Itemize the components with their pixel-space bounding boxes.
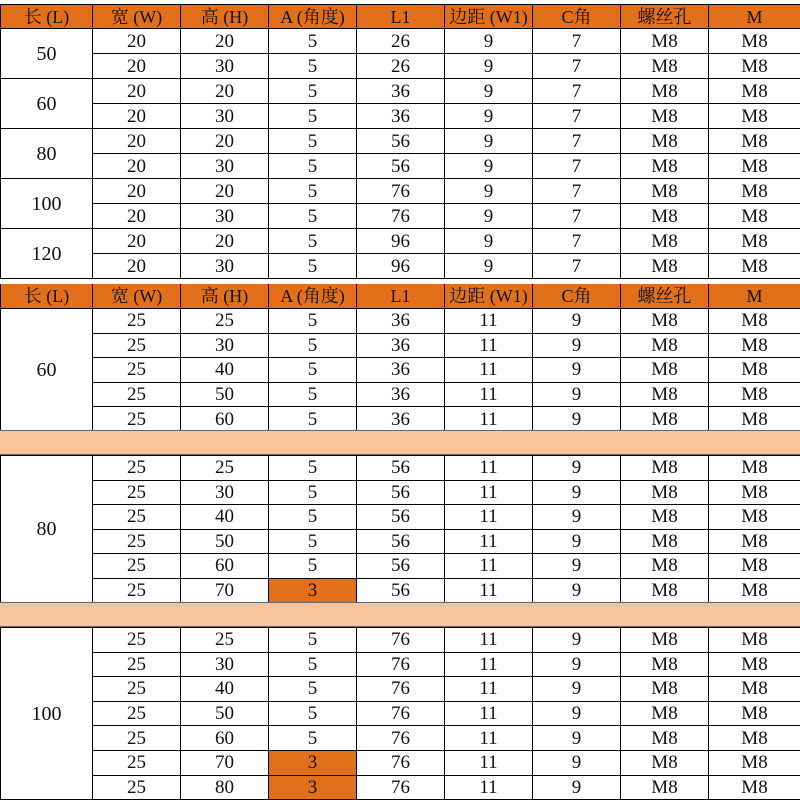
table-cell: 11 xyxy=(445,333,533,358)
table-cell: 11 xyxy=(445,358,533,383)
table-cell: M8 xyxy=(709,333,800,358)
table-cell: 11 xyxy=(445,726,533,751)
table-cell: 5 xyxy=(269,309,357,334)
table-cell: 7 xyxy=(533,254,621,279)
table-row xyxy=(1,529,800,554)
table-cell: M8 xyxy=(621,29,709,54)
table-cell: 11 xyxy=(445,652,533,677)
table-cell: 25 xyxy=(93,382,181,407)
column-header: 边距 (W1) xyxy=(445,284,533,309)
table-cell: 25 xyxy=(93,578,181,603)
table-cell: 5 xyxy=(269,701,357,726)
table-cell: 20 xyxy=(93,204,181,229)
table-cell: 36 xyxy=(357,407,445,432)
table-cell: 9 xyxy=(445,229,533,254)
table-cell: 7 xyxy=(533,54,621,79)
table-cell: 30 xyxy=(181,204,269,229)
table-cell: 5 xyxy=(269,480,357,505)
spec-table-section-0 xyxy=(0,4,800,279)
table-cell: 7 xyxy=(533,79,621,104)
spec-table-section-2 xyxy=(0,455,800,603)
header-row xyxy=(1,5,800,29)
table-cell: 30 xyxy=(181,254,269,279)
table-cell: 9 xyxy=(533,456,621,481)
table-cell: M8 xyxy=(621,726,709,751)
table-cell: M8 xyxy=(621,750,709,775)
spec-table xyxy=(0,4,800,279)
table-cell: 60 xyxy=(181,726,269,751)
table-cell: 56 xyxy=(357,554,445,579)
table-cell: 5 xyxy=(269,79,357,104)
table-row xyxy=(1,554,800,579)
table-cell: M8 xyxy=(709,456,800,481)
table-cell: 5 xyxy=(269,456,357,481)
length-cell: 80 xyxy=(1,456,93,603)
table-cell: M8 xyxy=(709,358,800,383)
table-cell: 11 xyxy=(445,480,533,505)
table-cell: M8 xyxy=(621,456,709,481)
column-header: 边距 (W1) xyxy=(445,5,533,29)
table-cell: 76 xyxy=(357,726,445,751)
spec-table xyxy=(0,283,800,432)
table-row xyxy=(1,677,800,702)
table-cell: 9 xyxy=(445,204,533,229)
table-cell: 40 xyxy=(181,358,269,383)
table-cell: 11 xyxy=(445,382,533,407)
table-cell: M8 xyxy=(709,677,800,702)
table-cell: M8 xyxy=(709,309,800,334)
column-header: L1 xyxy=(357,5,445,29)
spec-table-section-3 xyxy=(0,627,800,800)
table-cell: 30 xyxy=(181,54,269,79)
column-header: A (角度) xyxy=(269,284,357,309)
table-row xyxy=(1,701,800,726)
table-cell: 9 xyxy=(533,529,621,554)
table-cell: 7 xyxy=(533,29,621,54)
table-cell: 76 xyxy=(357,652,445,677)
table-cell: 76 xyxy=(357,204,445,229)
table-cell: 25 xyxy=(93,309,181,334)
table-cell: M8 xyxy=(709,29,800,54)
table-cell: 56 xyxy=(357,505,445,530)
table-cell: M8 xyxy=(621,529,709,554)
table-cell: 26 xyxy=(357,29,445,54)
table-cell: 20 xyxy=(181,179,269,204)
column-header: A (角度) xyxy=(269,5,357,29)
table-cell: 9 xyxy=(533,726,621,751)
table-cell: M8 xyxy=(621,358,709,383)
table-cell: M8 xyxy=(709,480,800,505)
column-header: 长 (L) xyxy=(1,5,93,29)
separator-band xyxy=(0,602,800,627)
table-cell: 9 xyxy=(533,358,621,383)
table-row xyxy=(1,505,800,530)
table-cell: 11 xyxy=(445,578,533,603)
table-cell: 26 xyxy=(357,54,445,79)
table-cell: 25 xyxy=(93,701,181,726)
highlighted-cell: 3 xyxy=(269,578,357,603)
table-cell: 9 xyxy=(445,104,533,129)
table-cell: 9 xyxy=(533,578,621,603)
table-row xyxy=(1,229,800,254)
table-cell: M8 xyxy=(621,204,709,229)
table-cell: 50 xyxy=(181,529,269,554)
table-cell: 5 xyxy=(269,179,357,204)
column-header: 高 (H) xyxy=(181,284,269,309)
table-cell: M8 xyxy=(709,104,800,129)
highlighted-cell: 3 xyxy=(269,750,357,775)
table-cell: 96 xyxy=(357,254,445,279)
column-header: M xyxy=(709,5,800,29)
table-cell: 25 xyxy=(93,333,181,358)
table-cell: 56 xyxy=(357,529,445,554)
table-cell: 30 xyxy=(181,104,269,129)
table-cell: M8 xyxy=(621,480,709,505)
length-cell: 100 xyxy=(1,179,93,229)
table-cell: 5 xyxy=(269,254,357,279)
table-cell: 5 xyxy=(269,129,357,154)
table-cell: 25 xyxy=(93,358,181,383)
table-cell: M8 xyxy=(621,79,709,104)
table-cell: 5 xyxy=(269,204,357,229)
table-cell: 36 xyxy=(357,79,445,104)
table-row xyxy=(1,578,800,603)
table-cell: 9 xyxy=(445,79,533,104)
table-cell: 20 xyxy=(181,229,269,254)
table-cell: 5 xyxy=(269,529,357,554)
table-cell: M8 xyxy=(709,750,800,775)
column-header: 螺丝孔 xyxy=(621,284,709,309)
table-row xyxy=(1,480,800,505)
table-row xyxy=(1,652,800,677)
table-cell: M8 xyxy=(621,701,709,726)
table-cell: M8 xyxy=(709,775,800,800)
table-cell: 25 xyxy=(93,628,181,653)
table-cell: M8 xyxy=(621,407,709,432)
table-cell: M8 xyxy=(621,129,709,154)
table-cell: M8 xyxy=(709,254,800,279)
table-row xyxy=(1,628,800,653)
table-cell: 7 xyxy=(533,179,621,204)
table-cell: M8 xyxy=(621,333,709,358)
table-cell: 76 xyxy=(357,677,445,702)
table-row xyxy=(1,204,800,229)
table-cell: M8 xyxy=(621,775,709,800)
table-cell: 5 xyxy=(269,554,357,579)
column-header: L1 xyxy=(357,284,445,309)
table-row xyxy=(1,382,800,407)
table-cell: M8 xyxy=(709,229,800,254)
table-cell: M8 xyxy=(709,554,800,579)
table-cell: 5 xyxy=(269,104,357,129)
table-cell: M8 xyxy=(621,554,709,579)
table-cell: M8 xyxy=(709,652,800,677)
table-cell: 7 xyxy=(533,104,621,129)
table-cell: 25 xyxy=(181,309,269,334)
table-cell: 7 xyxy=(533,129,621,154)
table-cell: 40 xyxy=(181,677,269,702)
table-cell: M8 xyxy=(709,701,800,726)
highlighted-cell: 3 xyxy=(269,775,357,800)
table-cell: 76 xyxy=(357,750,445,775)
length-cell: 50 xyxy=(1,29,93,79)
table-cell: 11 xyxy=(445,677,533,702)
table-cell: 11 xyxy=(445,407,533,432)
table-cell: M8 xyxy=(709,407,800,432)
table-cell: 56 xyxy=(357,154,445,179)
table-cell: 25 xyxy=(93,554,181,579)
table-cell: 11 xyxy=(445,505,533,530)
table-cell: 7 xyxy=(533,204,621,229)
table-cell: M8 xyxy=(709,529,800,554)
table-cell: 56 xyxy=(357,456,445,481)
table-cell: 11 xyxy=(445,750,533,775)
table-cell: 9 xyxy=(533,333,621,358)
table-cell: 25 xyxy=(93,456,181,481)
length-cell: 100 xyxy=(1,628,93,800)
table-cell: 5 xyxy=(269,358,357,383)
table-cell: 30 xyxy=(181,652,269,677)
table-cell: 36 xyxy=(357,104,445,129)
table-cell: 20 xyxy=(93,154,181,179)
table-cell: 20 xyxy=(181,129,269,154)
table-cell: 5 xyxy=(269,726,357,751)
table-cell: 20 xyxy=(93,254,181,279)
table-cell: 40 xyxy=(181,505,269,530)
table-cell: M8 xyxy=(709,382,800,407)
table-cell: 5 xyxy=(269,652,357,677)
table-row xyxy=(1,154,800,179)
table-row xyxy=(1,309,800,334)
table-cell: 9 xyxy=(533,628,621,653)
table-row xyxy=(1,750,800,775)
table-cell: M8 xyxy=(709,129,800,154)
table-cell: M8 xyxy=(709,154,800,179)
table-row xyxy=(1,179,800,204)
table-row xyxy=(1,333,800,358)
table-row xyxy=(1,726,800,751)
table-cell: 9 xyxy=(445,179,533,204)
table-cell: M8 xyxy=(621,578,709,603)
table-cell: 9 xyxy=(533,775,621,800)
table-row xyxy=(1,29,800,54)
table-cell: 25 xyxy=(181,456,269,481)
table-cell: M8 xyxy=(621,628,709,653)
table-cell: 5 xyxy=(269,229,357,254)
table-cell: 11 xyxy=(445,775,533,800)
table-cell: 5 xyxy=(269,382,357,407)
table-cell: 25 xyxy=(93,750,181,775)
table-cell: 25 xyxy=(93,775,181,800)
column-header: 宽 (W) xyxy=(93,284,181,309)
table-cell: M8 xyxy=(621,54,709,79)
spec-table xyxy=(0,627,800,800)
table-cell: 20 xyxy=(93,29,181,54)
table-cell: 60 xyxy=(181,407,269,432)
table-cell: 25 xyxy=(181,628,269,653)
table-cell: 60 xyxy=(181,554,269,579)
table-cell: M8 xyxy=(621,382,709,407)
table-cell: 9 xyxy=(533,750,621,775)
table-cell: 5 xyxy=(269,628,357,653)
table-cell: 36 xyxy=(357,309,445,334)
table-cell: 20 xyxy=(93,54,181,79)
table-cell: 20 xyxy=(93,179,181,204)
table-cell: M8 xyxy=(621,254,709,279)
table-cell: 9 xyxy=(533,652,621,677)
table-cell: 9 xyxy=(445,129,533,154)
table-cell: M8 xyxy=(621,104,709,129)
table-row xyxy=(1,54,800,79)
table-row xyxy=(1,104,800,129)
table-row xyxy=(1,129,800,154)
spec-table-section-1 xyxy=(0,283,800,432)
table-cell: 11 xyxy=(445,554,533,579)
table-cell: 36 xyxy=(357,382,445,407)
table-row xyxy=(1,775,800,800)
table-cell: 30 xyxy=(181,333,269,358)
table-cell: 36 xyxy=(357,333,445,358)
table-cell: 9 xyxy=(533,382,621,407)
table-cell: 25 xyxy=(93,652,181,677)
table-cell: 9 xyxy=(533,309,621,334)
length-cell: 120 xyxy=(1,229,93,279)
table-cell: 20 xyxy=(181,29,269,54)
table-cell: 5 xyxy=(269,677,357,702)
table-cell: M8 xyxy=(709,54,800,79)
column-header: C角 xyxy=(533,5,621,29)
table-cell: 9 xyxy=(533,480,621,505)
header-row xyxy=(1,284,800,309)
table-cell: 30 xyxy=(181,480,269,505)
table-cell: M8 xyxy=(709,578,800,603)
table-gap xyxy=(0,279,800,284)
table-cell: 7 xyxy=(533,229,621,254)
table-cell: M8 xyxy=(621,652,709,677)
length-cell: 60 xyxy=(1,309,93,432)
table-cell: M8 xyxy=(621,154,709,179)
table-cell: 50 xyxy=(181,701,269,726)
table-row xyxy=(1,254,800,279)
table-cell: M8 xyxy=(621,677,709,702)
table-cell: 56 xyxy=(357,480,445,505)
spec-table xyxy=(0,455,800,603)
length-cell: 60 xyxy=(1,79,93,129)
table-cell: 50 xyxy=(181,382,269,407)
table-cell: M8 xyxy=(709,204,800,229)
column-header: C角 xyxy=(533,284,621,309)
table-cell: M8 xyxy=(621,179,709,204)
table-cell: M8 xyxy=(709,79,800,104)
table-cell: 5 xyxy=(269,29,357,54)
table-cell: 25 xyxy=(93,726,181,751)
table-cell: 80 xyxy=(181,775,269,800)
table-cell: 5 xyxy=(269,407,357,432)
table-cell: 7 xyxy=(533,154,621,179)
table-cell: 5 xyxy=(269,505,357,530)
table-cell: 30 xyxy=(181,154,269,179)
table-cell: 25 xyxy=(93,677,181,702)
table-cell: 5 xyxy=(269,54,357,79)
table-cell: M8 xyxy=(709,179,800,204)
column-header: 螺丝孔 xyxy=(621,5,709,29)
table-cell: M8 xyxy=(709,726,800,751)
table-cell: 70 xyxy=(181,578,269,603)
table-cell: M8 xyxy=(621,229,709,254)
table-cell: 76 xyxy=(357,179,445,204)
table-cell: M8 xyxy=(621,505,709,530)
table-row xyxy=(1,358,800,383)
table-cell: 56 xyxy=(357,129,445,154)
table-cell: 76 xyxy=(357,775,445,800)
table-cell: 5 xyxy=(269,154,357,179)
table-cell: M8 xyxy=(709,628,800,653)
table-cell: 25 xyxy=(93,480,181,505)
table-cell: 9 xyxy=(445,254,533,279)
table-cell: 25 xyxy=(93,505,181,530)
table-cell: 11 xyxy=(445,309,533,334)
separator-band xyxy=(0,430,800,455)
table-cell: 5 xyxy=(269,333,357,358)
table-cell: M8 xyxy=(709,505,800,530)
column-header: M xyxy=(709,284,800,309)
table-cell: 20 xyxy=(93,79,181,104)
table-cell: 20 xyxy=(181,79,269,104)
column-header: 长 (L) xyxy=(1,284,93,309)
table-cell: 20 xyxy=(93,104,181,129)
table-cell: 56 xyxy=(357,578,445,603)
table-cell: 70 xyxy=(181,750,269,775)
table-cell: 96 xyxy=(357,229,445,254)
table-cell: 9 xyxy=(533,701,621,726)
table-cell: 11 xyxy=(445,456,533,481)
table-cell: 11 xyxy=(445,529,533,554)
table-cell: 76 xyxy=(357,628,445,653)
table-row xyxy=(1,456,800,481)
table-cell: 36 xyxy=(357,358,445,383)
table-cell: 9 xyxy=(533,554,621,579)
table-cell: 11 xyxy=(445,701,533,726)
table-cell: 9 xyxy=(445,29,533,54)
table-cell: 9 xyxy=(533,677,621,702)
table-cell: M8 xyxy=(621,309,709,334)
length-cell: 80 xyxy=(1,129,93,179)
table-cell: 25 xyxy=(93,529,181,554)
table-cell: 9 xyxy=(533,407,621,432)
table-cell: 9 xyxy=(533,505,621,530)
table-cell: 11 xyxy=(445,628,533,653)
table-row xyxy=(1,79,800,104)
table-cell: 76 xyxy=(357,701,445,726)
table-cell: 9 xyxy=(445,154,533,179)
column-header: 宽 (W) xyxy=(93,5,181,29)
column-header: 高 (H) xyxy=(181,5,269,29)
table-row xyxy=(1,407,800,432)
table-cell: 9 xyxy=(445,54,533,79)
table-cell: 20 xyxy=(93,229,181,254)
table-cell: 25 xyxy=(93,407,181,432)
table-cell: 20 xyxy=(93,129,181,154)
